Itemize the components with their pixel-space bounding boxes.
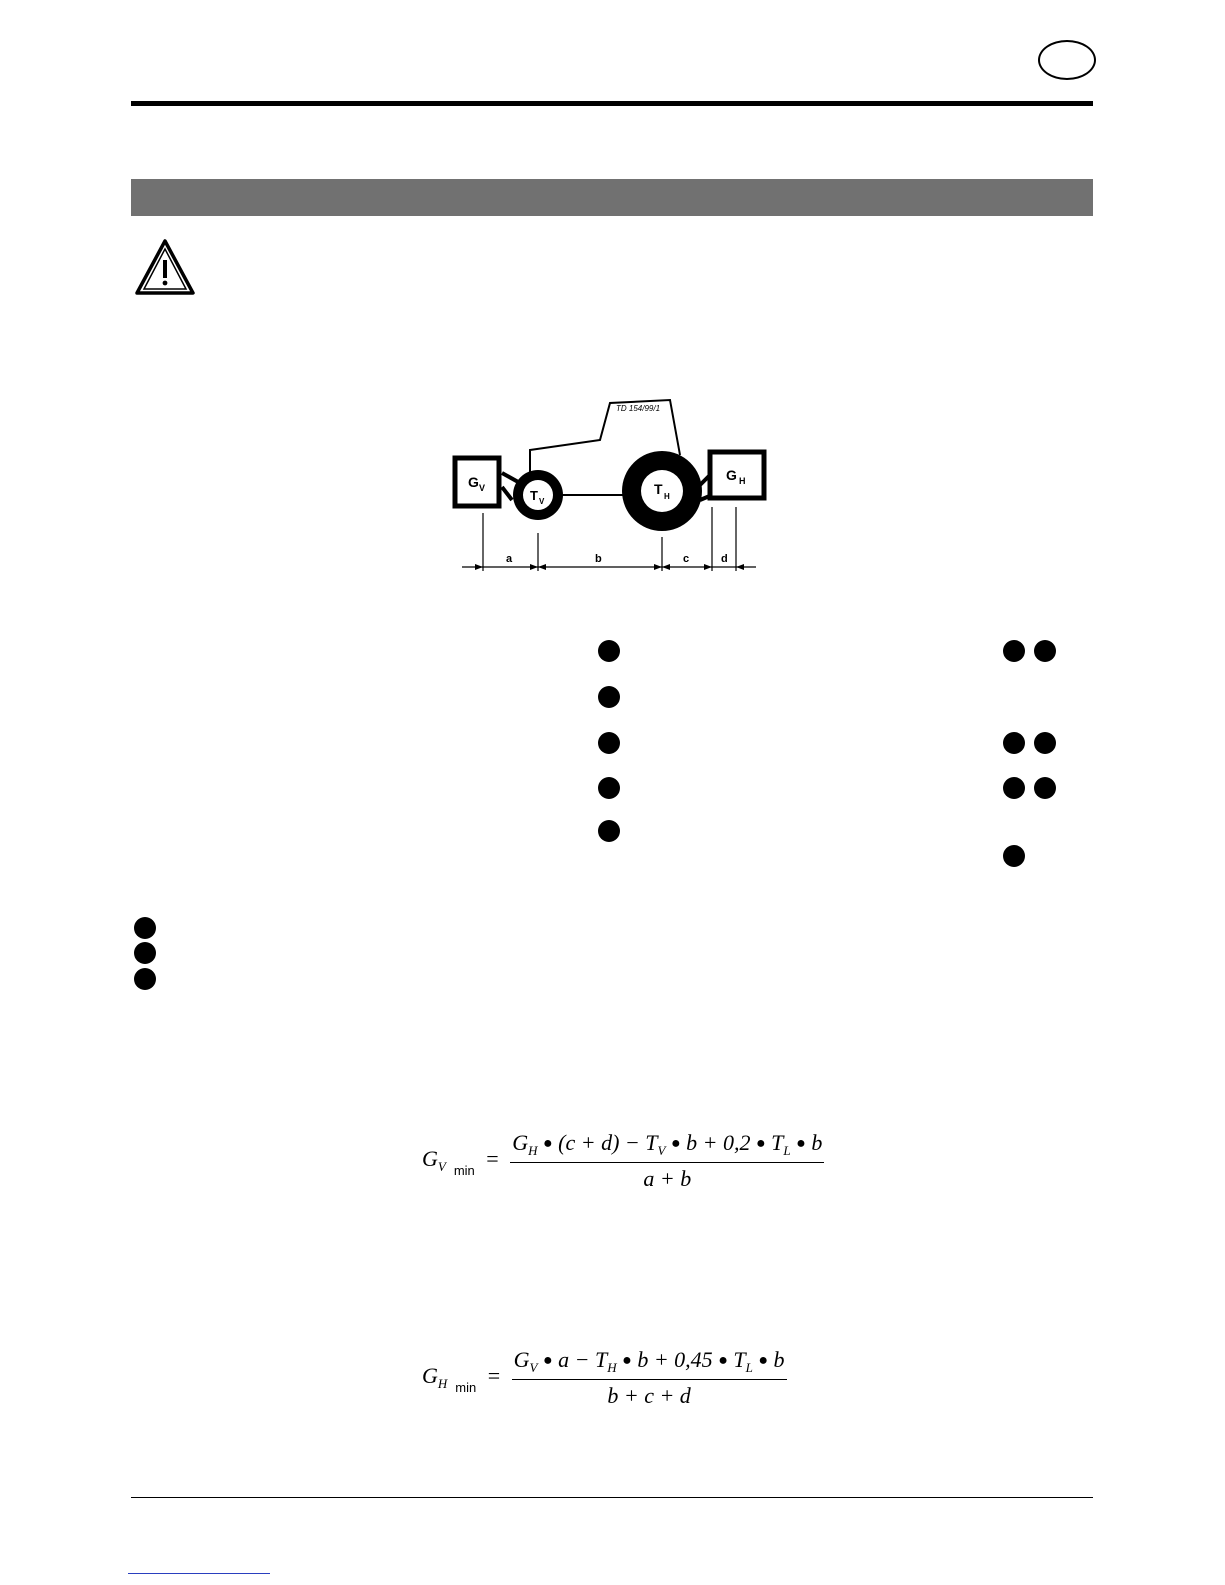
formula-front-ballast: $G_V$ $_{min}$ = $\frac{G_H ● (c + d) - T_V ● b + 0,2 ● T_L ● b}{a + b}$ (422, 1130, 823, 1191)
marker-dot (1034, 732, 1056, 754)
marker-dot (598, 732, 620, 754)
warning-icon (134, 238, 196, 296)
label-front-axle: T (530, 488, 538, 503)
footer-link-underline[interactable] (128, 1573, 270, 1574)
header-rule (131, 101, 1093, 106)
diagram-stamp: TD 154/99/1 (616, 404, 661, 413)
marker-dot (1003, 732, 1025, 754)
marker-dot (1003, 777, 1025, 799)
marker-dot (1003, 845, 1025, 867)
language-badge (1038, 40, 1096, 80)
marker-dot (134, 942, 156, 964)
marker-dot (134, 968, 156, 990)
label-front-weight-sub: V (479, 483, 486, 493)
marker-dot (134, 917, 156, 939)
dimension-d: d (721, 553, 728, 565)
label-rear-weight-sub: H (739, 476, 746, 486)
marker-dot (1003, 640, 1025, 662)
label-front-weight: G (468, 474, 479, 490)
marker-dot (598, 640, 620, 662)
footer-rule (131, 1497, 1093, 1498)
marker-dot (598, 820, 620, 842)
label-rear-axle-sub: H (664, 492, 670, 501)
label-rear-weight: G (726, 467, 737, 483)
marker-dot (1034, 777, 1056, 799)
marker-dot (598, 686, 620, 708)
label-front-axle-sub: V (539, 497, 545, 506)
dimension-a: a (506, 553, 513, 565)
dimension-c: c (683, 553, 690, 565)
marker-dot (1034, 640, 1056, 662)
label-rear-axle: T (654, 481, 663, 497)
dimension-b: b (595, 553, 602, 565)
formula-rear-ballast: $G_H$ $_{min}$ = $\frac{G_V ● a - T_H ● b + 0,45 ● T_L ● b}{b + c + d}$ (422, 1347, 785, 1408)
section-heading-bar (131, 179, 1093, 216)
marker-dot (598, 777, 620, 799)
tractor-weight-diagram (450, 395, 780, 595)
